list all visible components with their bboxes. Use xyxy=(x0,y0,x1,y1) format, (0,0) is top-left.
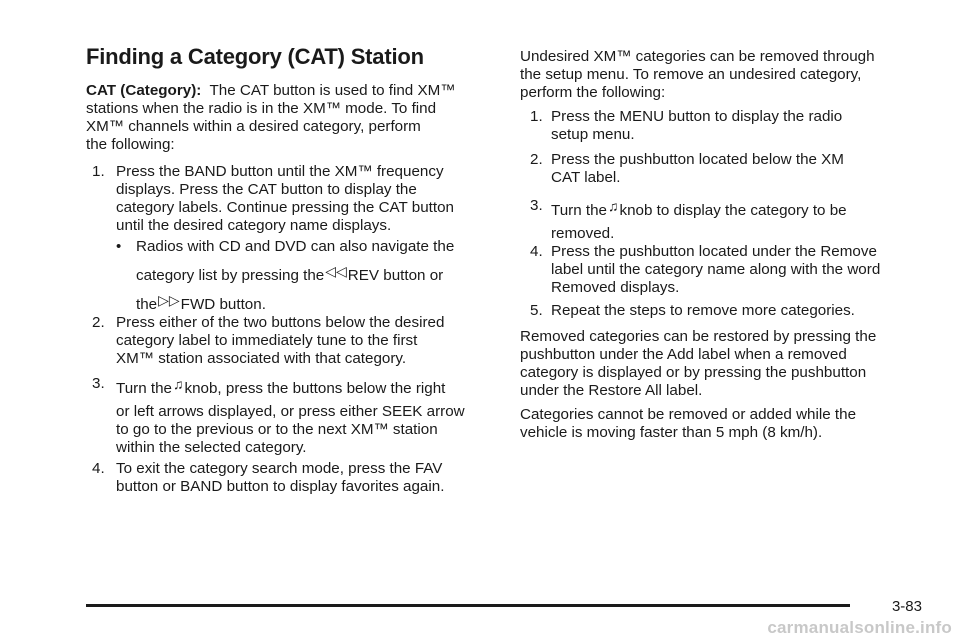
rev-icon: ◁◁ xyxy=(325,263,347,279)
list-item-step-4: 4. To exit the category search mode, press the FAV button or BAND button to display favorites again. xyxy=(92,460,445,495)
right-list-item-step-4: 4. Press the pushbutton located under the Remove label until the category name along with the word Removed displays. xyxy=(530,243,881,296)
footer-rule xyxy=(86,604,850,607)
list-item-step-2: 2. Press either of the two buttons below the desired category label to immediately tune to the first XM™ station associated with that category. xyxy=(92,314,445,367)
watermark: carmanualsonline.info xyxy=(767,618,952,637)
page-number: 3-83 xyxy=(891,598,922,615)
list-item-step-1: 1. Press the BAND button until the XM™ frequency displays. Press the CAT button to display the category labels. Continue pressing the CAT button until the desired category name displays. xyxy=(92,163,454,234)
right-list-item-step-5: 5. Repeat the steps to remove more categories. xyxy=(530,302,855,319)
fwd-icon: ▷▷ xyxy=(158,292,180,308)
tune-knob-icon: ♫ xyxy=(173,376,184,392)
list-item-bullet: • Radios with CD and DVD can also navigate the category list by pressing the◁◁REV button or the▷▷FWD button. xyxy=(116,238,455,313)
list-item-step-3: 3. Turn the♫knob, press the buttons below the right or left arrows displayed, or press either SEEK arrow to go to the previous or to the next XM™ station within the selected category. xyxy=(92,375,465,456)
speed-restriction-paragraph: Categories cannot be removed or added while the vehicle is moving faster than 5 mph (8 km/h). xyxy=(520,406,857,441)
intro-paragraph: CAT (Category): The CAT button is used to find XM™ stations when the radio is in the XM™ mode. To find XM™ channels within a desired category, perform the following: xyxy=(86,82,456,153)
section-heading: Finding a Category (CAT) Station xyxy=(86,44,424,69)
cat-term: CAT (Category): xyxy=(86,82,202,99)
right-list-item-step-3: 3. Turn the♫knob to display the category to be removed. xyxy=(530,197,847,242)
right-list-item-step-2: 2. Press the pushbutton located below the XM CAT label. xyxy=(530,151,844,186)
right-intro-paragraph: Undesired XM™ categories can be removed through the setup menu. To remove an undesired category, perform the following: xyxy=(520,48,875,101)
restore-paragraph: Removed categories can be restored by pressing the pushbutton under the Add label when a removed category is displayed or by pressing the pushbutton under the Restore All label. xyxy=(520,328,877,399)
tune-knob-icon: ♫ xyxy=(608,198,619,214)
right-list-item-step-1: 1. Press the MENU button to display the radio setup menu. xyxy=(530,108,843,143)
bullet-mark: • xyxy=(116,238,122,255)
